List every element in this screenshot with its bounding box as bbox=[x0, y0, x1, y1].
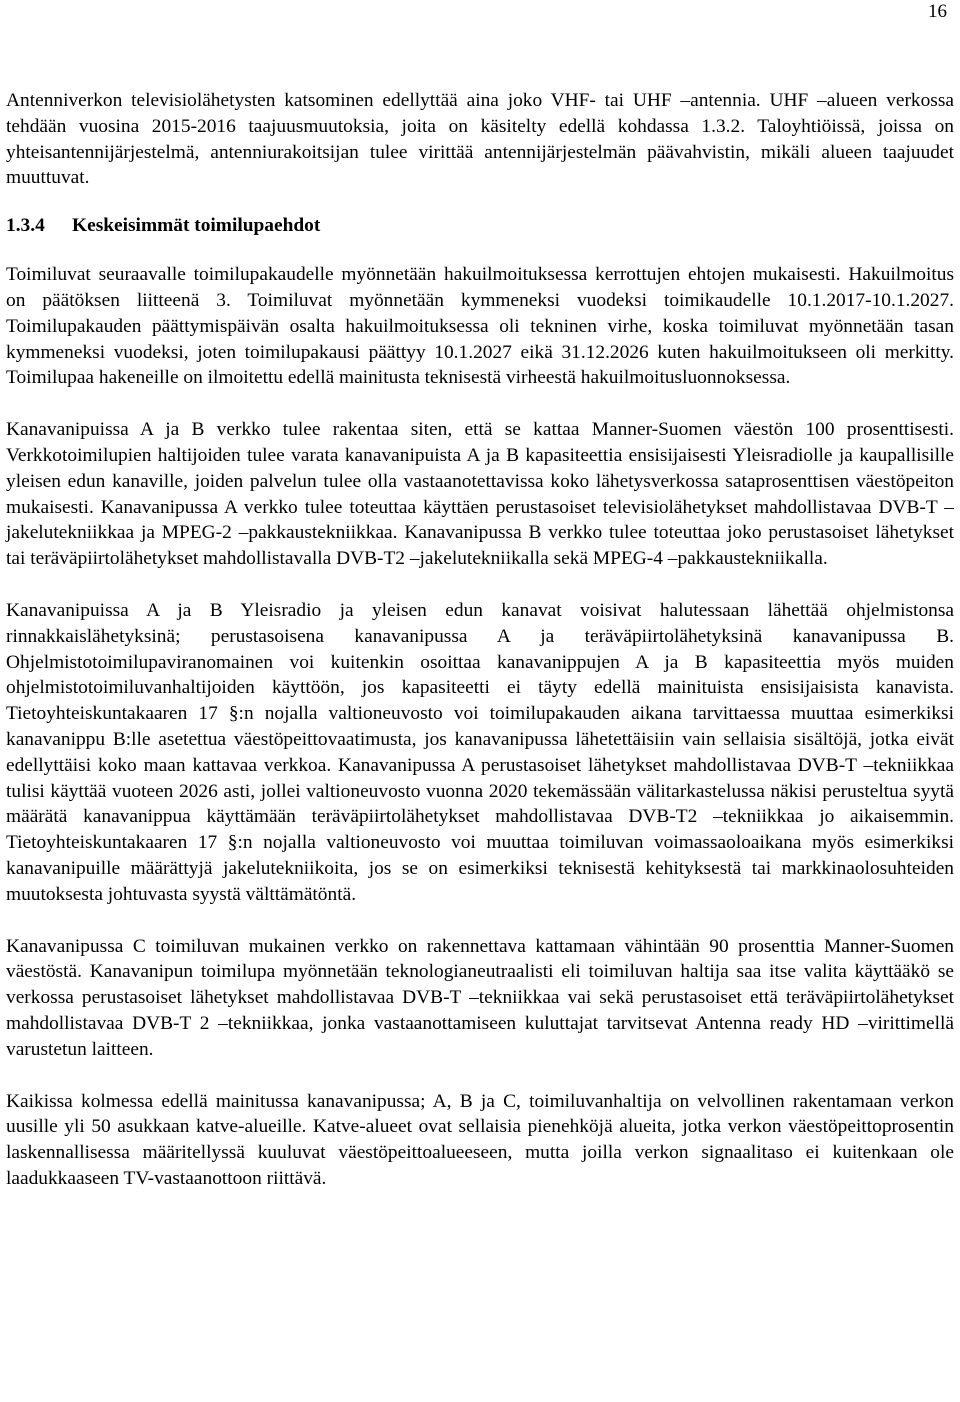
section-number: 1.3.4 bbox=[6, 215, 45, 237]
paragraph-multiplex-a-b: Kanavanipuissa A ja B verkko tulee rakentaa siten, että se kattaa Manner-Suomen väestön 100 prosenttisesti. Verkkotoimilupien haltijoiden tulee varata kanavanipuista A ja B kapasiteettia ensisijaisesti Yleisradiolle ja kaupallisille yleisen edun kanaville, joiden palvelun tulee olla vastaanotettavissa koko lähetysverkossa sataprosenttisen väestöpeiton mukaisesti. Kanavanipussa A verkko tulee toteuttaa käyttäen perustasoiset televisiolähetykset mahdollistavaa DVB-T –jakelutekniikkaa ja MPEG-2 –pakkaustekniikkaa. Kanavanipussa B verkko tulee toteuttaa joko perustasoiset lähetykset tai teräväpiirtolähetykset mahdollistavalla DVB-T2 –jakelutekniikalla sekä MPEG-4 –pakkaustekniikalla. bbox=[6, 419, 954, 570]
paragraph-license-terms: Toimiluvat seuraavalle toimilupakaudelle myönnetään hakuilmoituksessa kerrottujen ehtojen mukaisesti. Hakuilmoitus on päätöksen liitteenä 3. Toimiluvat myönnetään kymmeneksi vuodeksi toimikaudelle 10.1.2017-10.1.2027. Toimilupakauden päättymispäivän osalta hakuilmoituksessa oli tekninen virhe, koska toimiluvat myönnetään tasan kymmeneksi vuodeksi, joten toimilupakausi päättyy 10.1.2027 eikä 31.12.2026 kuten hakuilmoitukseen oli merkitty. Toimilupaa hakeneille on ilmoitettu edellä mainitusta teknisestä virheestä hakuilmoitusluonnoksessa. bbox=[6, 264, 954, 389]
document-body bbox=[6, 88, 954, 1192]
paragraph-multiplex-c: Kanavanipussa C toimiluvan mukainen verkko on rakennettava kattamaan vähintään 90 prosenttia Manner-Suomen väestöstä. Kanavanipun toimilupa myönnetään teknologianeutraalisti eli toimiluvan haltija saa itse valita käyttääkö se verkossa perustasoiset lähetykset mahdollistavaa DVB-T –tekniikkaa vai sekä perustasoiset että teräväpiirtolähetykset mahdollistavaa DVB-T 2 –tekniikkaa, jonka vastaanottamiseen kuluttajat tarvitsevat Antenna ready HD –virittimellä varustetun laitteen. bbox=[6, 935, 954, 1060]
paragraph-yleisradio-simulcast: Kanavanipuissa A ja B Yleisradio ja yleisen edun kanavat voisivat halutessaan lähettää ohjelmistonsa rinnakkaislähetyksinä; perustasoisena kanavanipussa A ja teräväpiirtolähetyksinä kanavanipussa B. Ohjelmistotoimilupaviranomainen voi kuitenkin osoittaa kanavanippujen A ja B kapasiteettia myös muiden ohjelmistotoimiluvanhaltijoiden käyttöön, jos kapasiteetti ei täyty edellä mainituista ensisijaisista kanavista. Tietoyhteiskuntakaaren 17 §:n nojalla valtioneuvosto voi toimilupakauden aikana tarvittaessa muuttaa esimerkiksi kanavanippu B:lle asetettua väestöpeittovaatimusta, jos kanavanipussa lähetettäisiin vain sellaisia sisältöjä, jotka eivät edellyttäisi koko maan kattavaa verkkoa. Kanavanipussa A perustasoiset lähetykset mahdollistavaa DVB-T –tekniikkaa tulisi käyttää vuoteen 2026 asti, jollei valtioneuvosto vuonna 2020 tekemässään välitarkastelussa näkisi perusteltua syytä määrätä kanavanippua käyttämään teräväpiirtolähetykset mahdollistavaa DVB-T2 –tekniikkaa jo aikaisemmin. Tietoyhteiskuntakaaren 17 §:n nojalla valtioneuvosto voi muuttaa toimiluvan voimassaoloaikana myös esimerkiksi kanavanipuille määrättyjä jakelutekniikoita, jos se on esimerkiksi teknisestä kehityksestä tai markkinaolosuhteiden muutoksesta johtuvasta syystä välttämätöntä. bbox=[6, 599, 954, 905]
page-number: 16 bbox=[928, 1, 947, 22]
paragraph-antenna-reception: Antenniverkon televisiolähetysten katsominen edellyttää aina joko VHF- tai UHF –antennia. UHF –alueen verkossa tehdään vuosina 2015-2016 taajuusmuutoksia, joita on käsitelty edellä kohdassa 1.3.2. Taloyhtiöissä, joissa on yhteisantennijärjestelmä, antenniurakoitsijan tulee virittää antennijärjestelmän päävahvistin, mikäli alueen taajuudet muuttuvat. bbox=[6, 90, 954, 189]
section-title: Keskeisimmät toimilupaehdot bbox=[72, 215, 321, 237]
paragraph-shadow-areas: Kaikissa kolmessa edellä mainitussa kanavanipussa; A, B ja C, toimiluvanhaltija on velvollinen rakentamaan verkon uusille yli 50 asukkaan katve-alueille. Katve-alueet ovat sellaisia pienehköjä alueita, jotka verkon väestöpeittoprosentin laskennallisessa määritellyssä kuuluvat väestöpeittoalueeseen, mutta joilla verkon signaalitaso ei kuitenkaan ole laadukkaaseen TV-vastaanottoon riittävä. bbox=[6, 1090, 954, 1189]
section-heading bbox=[6, 213, 954, 239]
